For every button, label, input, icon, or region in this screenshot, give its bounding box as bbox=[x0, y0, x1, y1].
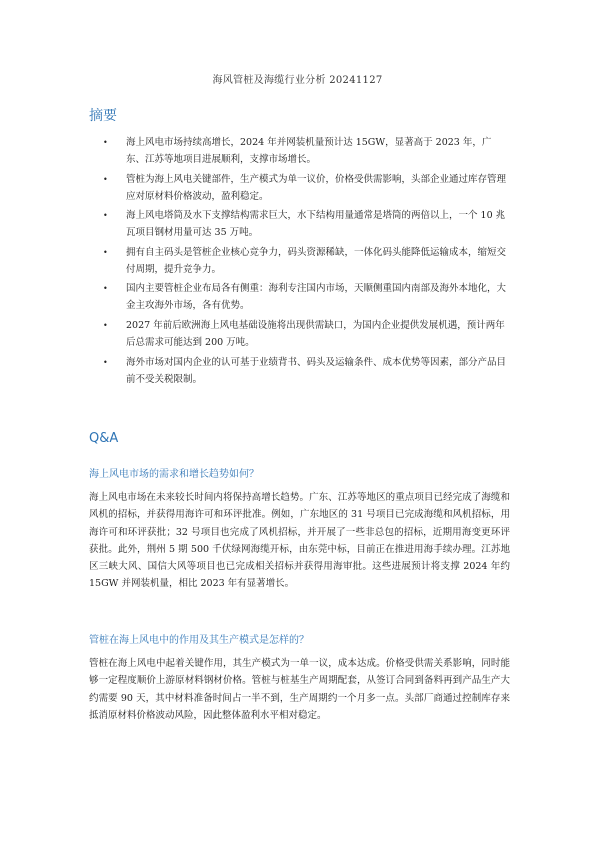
summary-item-text: 海上风电市场持续高增长，2024 年并网装机量预计达 15GW，显著高于 2023 年，广东、江苏等地项目进展顺利，支撑市场增长。 bbox=[126, 137, 492, 165]
document-title: 海风管桩及海缆行业分析 20241127 bbox=[212, 75, 383, 86]
summary-item bbox=[89, 244, 509, 278]
bullet-icon: • bbox=[103, 174, 108, 184]
summary-item-text: 管桩为海上风电关键部件，生产模式为单一议价，价格受供需影响，头部企业通过库存管理应对原材料价格波动，盈利稳定。 bbox=[126, 173, 507, 202]
bullet-icon: • bbox=[103, 357, 108, 367]
summary-item-text: 海外市场对国内企业的认可基于业绩背书、码头及运输条件、成本优势等因素，部分产品目前不受关税限制。 bbox=[126, 356, 507, 385]
summary-item bbox=[89, 171, 509, 205]
summary-list bbox=[89, 134, 509, 390]
summary-item bbox=[89, 354, 509, 388]
bullet-icon: • bbox=[103, 138, 108, 147]
qa-heading: Q&A bbox=[89, 431, 119, 446]
summary-item bbox=[89, 207, 509, 241]
qa-answer: 管桩在海上风电中起着关键作用，其生产模式为一单一议，成本达成。价格受供需关系影响，同时能够一定程度顺价上游原材料钢材价格。管桩与桩基生产周期配套，从签订合同到备料再到产品生产大约需要 90 天，其中材料准备时间占一半不到，生产周期约一个月多一点。头部厂商通过控制库存来抵消原材料价格波动风险，因此整体盈利水平相对稳定。 bbox=[89, 658, 510, 721]
summary-item bbox=[89, 134, 509, 168]
bullet-icon: • bbox=[103, 247, 108, 257]
summary-item-text: 国内主要管桩企业布局各有侧重：海利专注国内市场，天顺侧重国内南部及海外本地化，大金主攻海外市场，各有优势。 bbox=[126, 283, 507, 312]
summary-item bbox=[89, 317, 509, 351]
summary-heading: 摘要 bbox=[89, 108, 117, 124]
qa-question: 管桩在海上风电中的作用及其生产模式是怎样的？ bbox=[89, 635, 309, 646]
bullet-icon: • bbox=[103, 284, 108, 294]
summary-item bbox=[89, 280, 509, 314]
summary-item-text: 拥有自主码头是管桩企业核心竞争力，码头资源稀缺，一体化码头能降低运输成本，缩短交付周期，提升竞争力。 bbox=[126, 246, 507, 275]
bullet-icon: • bbox=[103, 320, 108, 330]
qa-answer: 海上风电市场在未来较长时间内将保持高增长趋势。广东、江苏等地区的重点项目已经完成了海缆和风机的招标，并获得用海许可和环评批准。例如，广东地区的 31 号项目已完成海缆和风机招标，用海许可和环评获批；32 号项目也完成了风机招标，并开展了一些非总包的招标，近期用海变更环评获批。此外，荆州 5 期 500 千伏绿网海缆开标，由东莞中标，目前正在推进用海手续办理。江苏地区三峡大风、国信大风等项目也已完成相关招标并获得用海审批。这些进展预计将支撑 2024 年约 15GW 并网装机量，相比 2023 年有显著增长。 bbox=[89, 492, 510, 590]
summary-item-text: 2027 年前后欧洲海上风电基础设施将出现供需缺口，为国内企业提供发展机遇，预计两年后总需求可能达到 200 万吨。 bbox=[126, 319, 505, 348]
bullet-icon: • bbox=[103, 211, 108, 221]
summary-item-text: 海上风电塔筒及水下支撑结构需求巨大，水下结构用量通常是塔筒的两倍以上，一个 10 兆瓦项目钢材用量可达 35 万吨。 bbox=[126, 210, 506, 239]
qa-question: 海上风电市场的需求和增长趋势如何？ bbox=[89, 469, 259, 480]
